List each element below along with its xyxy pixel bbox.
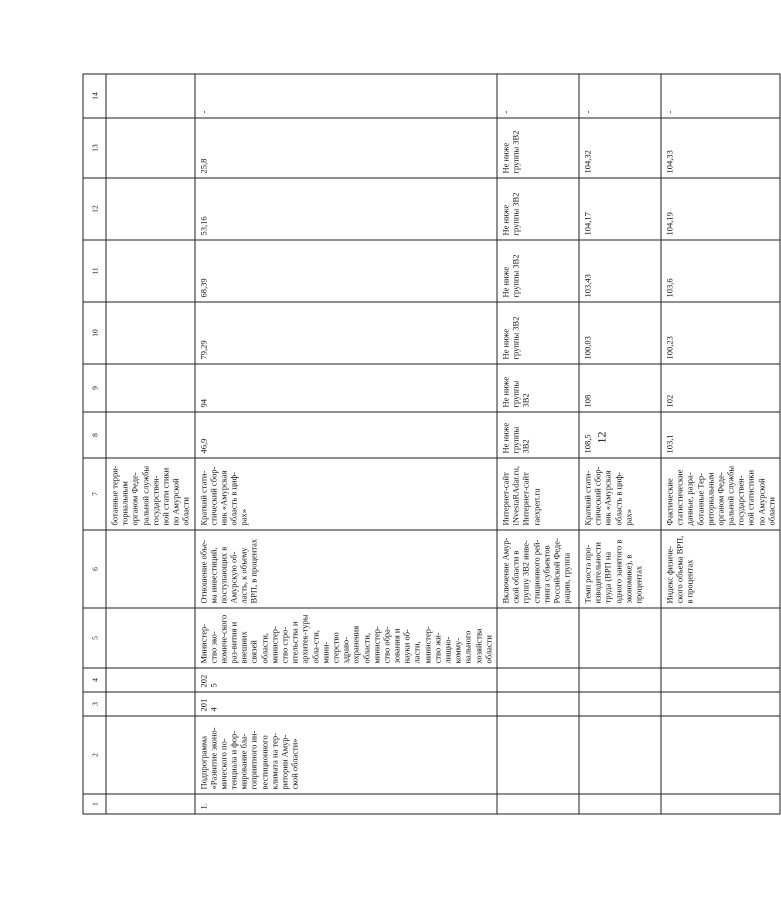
cell-end-year bbox=[661, 668, 780, 692]
header-cell: 13 bbox=[83, 118, 106, 178]
table-row bbox=[661, 74, 780, 814]
cell-end-year bbox=[106, 668, 195, 692]
cell-start-year bbox=[579, 692, 661, 716]
cell-responsible bbox=[661, 608, 780, 668]
cell-end-year bbox=[497, 668, 579, 692]
cell-value: 25,8 bbox=[195, 118, 497, 178]
cell-value: 102 bbox=[661, 364, 780, 412]
table-row bbox=[195, 74, 497, 814]
cell-value: 46,9 bbox=[195, 412, 497, 458]
cell-number: 1. bbox=[195, 794, 497, 814]
cell-program bbox=[497, 716, 579, 794]
indicators-table bbox=[83, 73, 781, 814]
header-cell: 2 bbox=[83, 716, 106, 794]
cell-indicator bbox=[106, 530, 195, 608]
cell-value: - bbox=[579, 74, 661, 118]
header-cell: 10 bbox=[83, 302, 106, 364]
cell-value: 108 bbox=[579, 364, 661, 412]
cell-value bbox=[106, 178, 195, 240]
cell-value: 100,23 bbox=[661, 302, 780, 364]
cell-responsible: Министер-ство эко-номиче-ского раз-вития и внешних связей области, министер-ство стро-ительства и архитек-туры обла-сти, мини-стерство здраво-охранения области, министер-ство обра-зования и науки об-ласти, министер-ство жи-лищно-комму-нального хозяйства области bbox=[195, 608, 497, 668]
cell-value: Не ниже группы 3В2 bbox=[497, 240, 579, 302]
cell-value bbox=[106, 118, 195, 178]
cell-start-year bbox=[497, 692, 579, 716]
cell-program bbox=[106, 716, 195, 794]
cell-responsible bbox=[106, 608, 195, 668]
header-cell: 3 bbox=[83, 692, 106, 716]
table-row bbox=[106, 74, 195, 814]
cell-value bbox=[106, 364, 195, 412]
cell-value: - bbox=[497, 74, 579, 118]
cell-indicator: Включение Амур-ской области в группу 3В2 инве-стиционного рей-тинга субъектов Российской Феде-рации, группа bbox=[497, 530, 579, 608]
cell-value: 108,5 bbox=[579, 412, 661, 458]
header-row bbox=[83, 74, 106, 814]
cell-number bbox=[579, 794, 661, 814]
cell-start-year bbox=[106, 692, 195, 716]
table-row bbox=[497, 74, 579, 814]
indicators-table-container bbox=[83, 91, 777, 814]
cell-indicator: Индекс физиче-ского объема ВРП, в процентах bbox=[661, 530, 780, 608]
cell-value: 103,6 bbox=[661, 240, 780, 302]
table-row bbox=[579, 74, 661, 814]
cell-responsible bbox=[497, 608, 579, 668]
cell-value bbox=[106, 240, 195, 302]
cell-indicator: Темп роста про-изводительности труда (ВРП на одного занятого в экономике), в процентах bbox=[579, 530, 661, 608]
header-cell: 14 bbox=[83, 74, 106, 118]
cell-value: 104,17 bbox=[579, 178, 661, 240]
cell-source: ботанные терри-ториальным органом Феде-ральной службы государствен-ной стати стики по Амурской области bbox=[106, 458, 195, 530]
cell-number bbox=[661, 794, 780, 814]
cell-number bbox=[497, 794, 579, 814]
cell-value: Не ниже группы 3В2 bbox=[497, 412, 579, 458]
page-number: 12 bbox=[594, 431, 609, 444]
header-cell: 8 bbox=[83, 412, 106, 458]
cell-value: 104,32 bbox=[579, 118, 661, 178]
cell-value: Не ниже группы 3В2 bbox=[497, 178, 579, 240]
cell-value: 104,33 bbox=[661, 118, 780, 178]
cell-source: Фактические статистические данные, разра-ботанные Тер-риториальным органом Феде-ральной службы государствен-ной статистики по Амурской области bbox=[661, 458, 780, 530]
header-cell: 5 bbox=[83, 608, 106, 668]
cell-value: 79,29 bbox=[195, 302, 497, 364]
cell-value: 103,1 bbox=[661, 412, 780, 458]
cell-value bbox=[106, 302, 195, 364]
header-cell: 4 bbox=[83, 668, 106, 692]
cell-value: - bbox=[661, 74, 780, 118]
cell-value: 94 bbox=[195, 364, 497, 412]
cell-value: Не ниже группы 3В2 bbox=[497, 364, 579, 412]
cell-source: Краткий стати-стический сбор-ник «Амурская область в циф-рах» bbox=[195, 458, 497, 530]
cell-value: 53,16 bbox=[195, 178, 497, 240]
cell-value bbox=[106, 412, 195, 458]
cell-value: Не ниже группы 3В2 bbox=[497, 302, 579, 364]
cell-program: Подпрограмма «Развитие эконо-мического по-тенциала и фор-мирование бла-гоприятного ин-вестиционного климата на тер-ритории Амур-ской области» bbox=[195, 716, 497, 794]
cell-indicator: Отношение объе-ма инвестиций, поступающих в Амурскую об-ласть, к объему ВРП, в процентах bbox=[195, 530, 497, 608]
cell-start-year: 2014 bbox=[195, 692, 497, 716]
cell-number bbox=[106, 794, 195, 814]
cell-value: - bbox=[195, 74, 497, 118]
cell-value: 68,39 bbox=[195, 240, 497, 302]
header-cell: 11 bbox=[83, 240, 106, 302]
header-cell: 7 bbox=[83, 458, 106, 530]
cell-responsible bbox=[579, 608, 661, 668]
header-cell: 12 bbox=[83, 178, 106, 240]
cell-value: 100,03 bbox=[579, 302, 661, 364]
cell-value: 104,19 bbox=[661, 178, 780, 240]
header-cell: 6 bbox=[83, 530, 106, 608]
cell-start-year bbox=[661, 692, 780, 716]
cell-value: Не ниже группы 3В2 bbox=[497, 118, 579, 178]
cell-program bbox=[661, 716, 780, 794]
cell-end-year: 2025 bbox=[195, 668, 497, 692]
header-cell: 1 bbox=[83, 794, 106, 814]
cell-source: Краткий стати-стический сбор-ник «Амурская область в циф-рах» bbox=[579, 458, 661, 530]
header-cell: 9 bbox=[83, 364, 106, 412]
cell-value bbox=[106, 74, 195, 118]
cell-source: Интернет-сайт iNvestaRAdar.ru, Интернет-сайт raexpert.ru bbox=[497, 458, 579, 530]
cell-value: 103,43 bbox=[579, 240, 661, 302]
cell-program bbox=[579, 716, 661, 794]
cell-end-year bbox=[579, 668, 661, 692]
